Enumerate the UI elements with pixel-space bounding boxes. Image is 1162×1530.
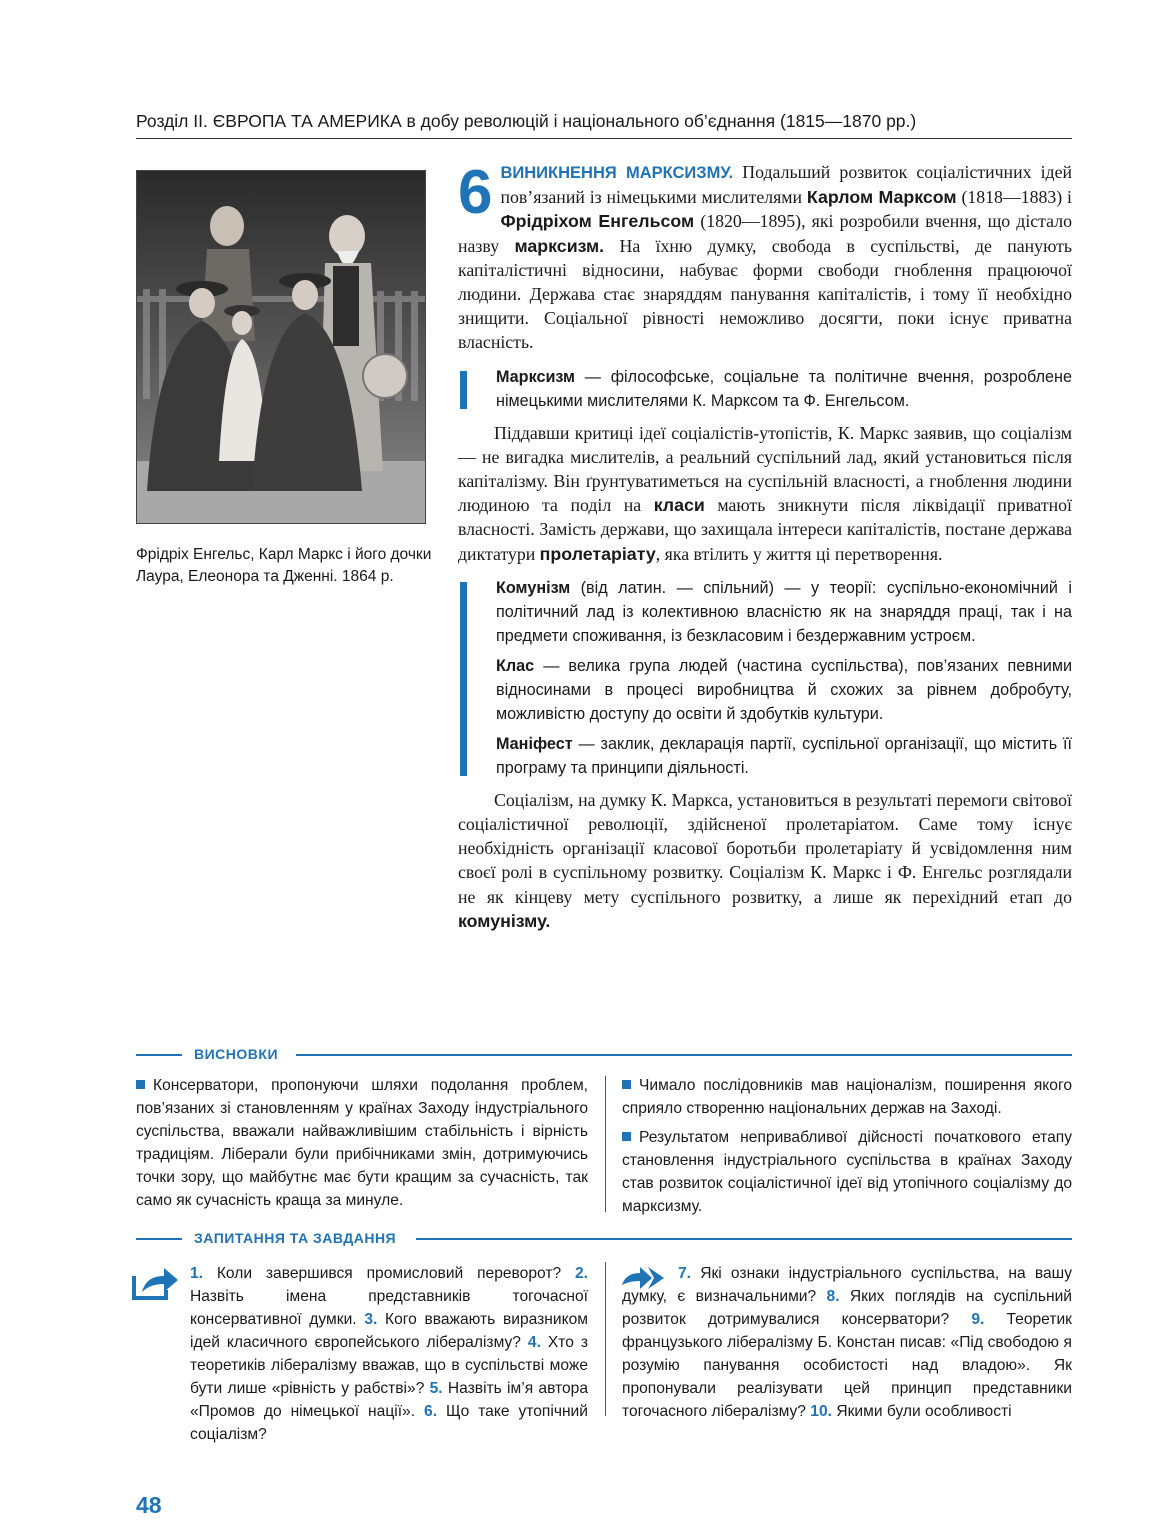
definition-text: (від латин. — спільний) — у теорії: суспільно-економічний і політичний лад із колективною власністю як на знаряддя праці, так і на предмети споживання, із безкласовим і бездержавним устроєм.	[496, 578, 1072, 645]
definition-class	[496, 654, 1072, 726]
questions-left	[190, 1262, 588, 1446]
page-number: 48	[136, 1492, 162, 1518]
text-run: На їхню думку, свобода в суспільстві, де панують капіталістичні відносини, набуває форми свободи гноблення працюючої людини. Держава стає знаряддям панування капіталістів, і тому її необхідно знищити. Соціальної рівності неможливо досягти, поки існує приватна власність.	[458, 235, 1072, 353]
conclusions-right	[622, 1074, 1072, 1218]
bullet-square-icon	[136, 1080, 145, 1089]
question-number: 8.	[826, 1288, 840, 1305]
section-title: ВИНИКНЕННЯ МАРКСИЗМУ.	[500, 164, 734, 182]
question-number: 5.	[429, 1380, 443, 1397]
question-text: Що таке утопічний соціалізм?	[190, 1403, 588, 1443]
text-run: мають зникнути після ліквідації приватної власності. Замість держави, що захищала інтереси капіталістів, постане держава диктатури	[458, 495, 1072, 564]
question-number: 1.	[190, 1265, 204, 1282]
term-communism: комунізму.	[458, 910, 551, 931]
conclusions-title: ВИСНОВКИ	[194, 1046, 279, 1062]
question-number: 7.	[678, 1265, 692, 1282]
question-text: Теоретик французького лібералізму Б. Констан писав: «Під свободою я розумію панування особистості над владою». Як пропонували реалізувати цей принцип представники тогочасного лібералізму?	[622, 1311, 1072, 1420]
text-run: (1820—1895), які розробили вчення, що дістало назву	[458, 211, 1072, 256]
questions-title: ЗАПИТАННЯ ТА ЗАВДАННЯ	[194, 1230, 397, 1246]
heading-line	[136, 1238, 182, 1240]
question-text: Кого вважають виразником ідей класичного європейського лібералізму?	[190, 1311, 588, 1351]
heading-line	[136, 1054, 182, 1056]
heading-line	[416, 1238, 1072, 1240]
definition-text: — філософське, соціальне та політичне вчення, розроблене німецькими мислителями К. Марксом та Ф. Енгельсом.	[496, 367, 1072, 410]
question-number: 6.	[424, 1403, 438, 1420]
heading-line	[296, 1054, 1072, 1056]
definition-term: Маніфест	[496, 734, 573, 753]
bullet-square-icon	[622, 1080, 631, 1089]
term-marxism: марксизм.	[514, 235, 605, 256]
text-run: (1818—1883) і	[956, 187, 1072, 208]
conclusion-item	[622, 1126, 1072, 1218]
column-divider	[605, 1076, 606, 1212]
photo-illustration	[137, 171, 425, 523]
questions-heading	[136, 1227, 1072, 1247]
bullet-square-icon	[622, 1132, 631, 1141]
question-text: Назвіть ім’я автора «Промов до німецької нації».	[190, 1380, 588, 1420]
question-text: Якими були особливості	[831, 1403, 1012, 1420]
question-number: 4.	[527, 1334, 541, 1351]
conclusion-item	[622, 1074, 1072, 1120]
running-header: Розділ ІІ. ЄВРОПА ТА АМЕРИКА в добу революцій і національного об’єднання (1815—1870 рр.)	[136, 108, 1072, 139]
question-number: 9.	[971, 1311, 985, 1328]
definition-manifesto	[496, 732, 1072, 780]
text-run: , яка втілить у життя ці перетворення.	[655, 543, 943, 564]
term-friedrich-engels: Фрідріхом Енгельсом	[500, 211, 695, 232]
definition-marxism-block	[458, 365, 1072, 413]
question-number: 3.	[364, 1311, 378, 1328]
question-text: Хто з теоретиків лібералізму вважав, що в суспільстві може бути лише «рівність у рабстві»?	[190, 1334, 588, 1397]
conclusion-text: Консерватори, пропонуючи шляхи подолання проблем, пов’язаних зі становленням у країнах Заходу індустріального суспільства, вважали найважливішим стабільність і вірність традиціям. Ліберали були прибічниками змін, дотримуючись точки зору, що майбутнє має бути кращим за сучасність, так само як сучасність краща за минуле.	[136, 1077, 588, 1209]
definition-term: Комунізм	[496, 578, 571, 597]
term-karl-marx: Карлом Марксом	[806, 187, 957, 208]
paragraph-critique	[458, 421, 1072, 566]
text-run: Подальший розвиток соціалістичних ідей пов’язаний із німецькими мислителями	[500, 162, 1073, 208]
definition-term: Клас	[496, 656, 535, 675]
conclusions-left	[136, 1074, 588, 1212]
photo-caption: Фрідріх Енгельс, Карл Маркс і його дочки Лаура, Елеонора та Дженні. 1864 р.	[136, 546, 432, 585]
definition-text: — заклик, декларація партії, суспільної організації, що містить її програму та принципи діяльності.	[496, 734, 1072, 777]
definition-marxism	[496, 365, 1072, 413]
column-divider	[605, 1262, 606, 1416]
section-6	[458, 160, 1072, 933]
term-classes: класи	[653, 495, 705, 516]
conclusion-text: Результатом непривабливої дійсності початкового етапу становлення індустріального суспільства в країнах Заходу став розвиток соціалістичної ідеї від утопічного соціалізму до марксизму.	[622, 1129, 1072, 1215]
conclusions-heading	[136, 1043, 1072, 1063]
question-text: Коли завершився промисловий переворот?	[203, 1265, 575, 1282]
definition-communism	[496, 576, 1072, 648]
section-number: 6	[458, 158, 493, 227]
historical-photo	[136, 170, 426, 524]
question-text: Яких поглядів на суспільний розвиток дотримувалися консерватори?	[622, 1288, 1072, 1328]
share-arrow-icon	[132, 1266, 180, 1300]
text-run: Піддавши критиці ідеї соціалістів-утопістів, К. Маркс заявив, що соціалізм — не вигадка мислителів, а реальний суспільний лад, який установиться після капіталізму. Він ґрунтуватиметься на суспільній власності, а гноблення людини людиною та поділ на	[458, 422, 1072, 516]
text-run: Соціалізм, на думку К. Маркса, установиться в результаті перемоги світової соціалістичної революції, здійсненої пролетаріатом. Саме тому існує необхідність організації класової боротьби пролетаріату й усвідомлення ним своєї ролі в суспільному розвитку. Соціалізм К. Маркс і Ф. Енгельс розглядали не як кінцеву мету суспільного розвитку, а лише як перехідний етап до	[458, 789, 1072, 907]
definition-term: Марксизм	[496, 367, 576, 386]
term-proletariat: пролетаріату	[539, 543, 656, 564]
questions-right	[622, 1262, 1072, 1423]
definition-bar	[460, 582, 467, 776]
definition-text: — велика група людей (частина суспільства), пов’язаних певними відносинами в процесі виробництва й схожих за рівнем добробуту, можливістю доступу до освіти й здобутків культури.	[496, 656, 1072, 723]
question-number: 10.	[810, 1403, 832, 1420]
question-text: Назвіть імена представників тогочасної консервативної думки.	[190, 1288, 588, 1328]
question-number: 2.	[574, 1265, 588, 1282]
definition-bar	[460, 371, 467, 409]
conclusion-text: Чимало послідовників мав націоналізм, поширення якого сприяло створенню національних держав на Заході.	[622, 1077, 1072, 1117]
paragraph-socialism	[458, 788, 1072, 933]
question-text: Які ознаки індустріального суспільства, на вашу думку, є визначальними?	[622, 1265, 1072, 1305]
paragraph-intro	[458, 160, 1072, 355]
definitions-block	[458, 576, 1072, 780]
